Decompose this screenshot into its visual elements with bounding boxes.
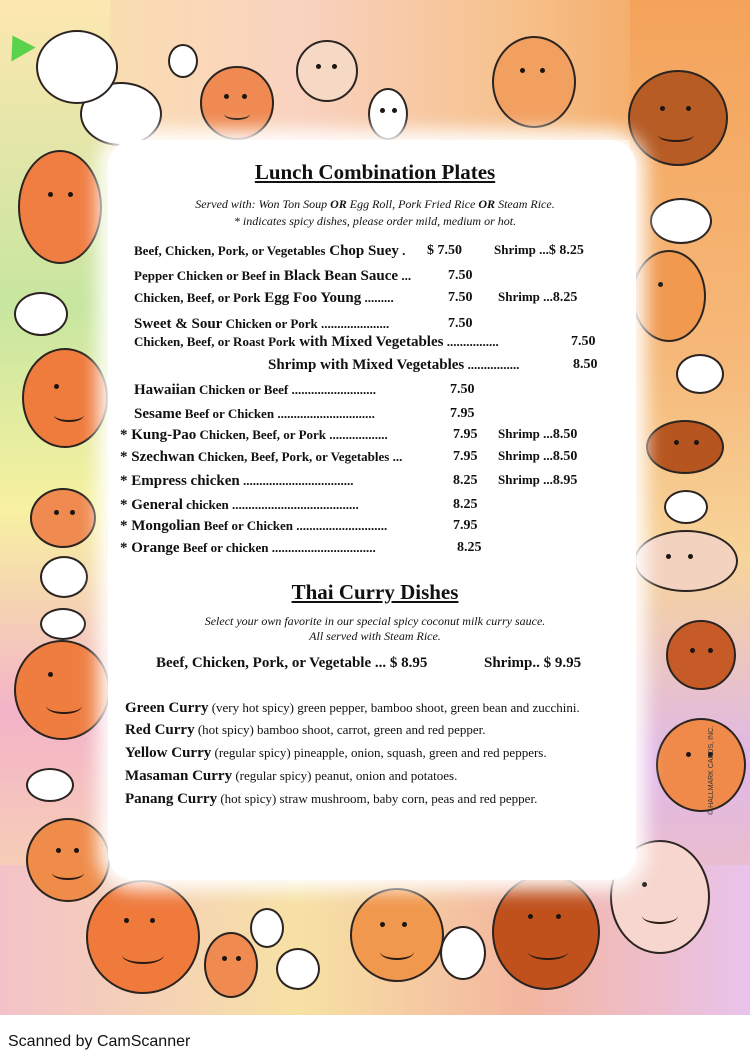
thai-price-line: Beef, Chicken, Pork, or Vegetable ... $ 8.95 [156, 655, 428, 671]
cartoon-face-icon [26, 818, 110, 902]
leader-dots: .............................. [274, 406, 375, 421]
cartoon-face-icon [368, 88, 408, 140]
leader-dots: ....................................... [228, 497, 359, 512]
lunch-item-row [120, 473, 353, 490]
item-name: Egg Foo Young [260, 290, 362, 306]
item-name: Chicken, Beef, or Roast Pork [134, 334, 296, 349]
item-name: Black Bean Sauce [280, 268, 399, 284]
item-name: Chicken or Pork [222, 316, 318, 331]
item-name: * General [120, 497, 183, 513]
lunch-item-row [268, 357, 520, 374]
item-price [453, 426, 478, 443]
curry-description: (regular spicy) peanut, onion and potatoes. [232, 768, 458, 783]
item-name: * Kung-Pao [120, 427, 197, 443]
item-name: * Szechwan [120, 449, 195, 465]
shrimp-label: Shrimp ... [498, 426, 553, 441]
item-price [453, 448, 478, 465]
item-name: Beef, Chicken, Pork, or Vegetables [134, 243, 326, 258]
cartoon-face-icon [440, 926, 486, 980]
shrimp-label: Shrimp ... [498, 289, 553, 304]
item-name: chicken [182, 497, 229, 512]
leader-dots: ..................... [317, 316, 390, 331]
price-value: 7.95 [450, 406, 475, 421]
cartoon-face-icon [296, 40, 358, 102]
cartoon-face-icon [628, 70, 728, 166]
curry-name: Masaman Curry [125, 768, 233, 784]
item-name: Beef or Chicken [181, 406, 275, 421]
item-name: * Mongolian [120, 518, 201, 534]
shrimp-label: Shrimp ... [498, 472, 553, 487]
lunch-item-row [134, 382, 376, 399]
price-value: 7.50 [448, 268, 473, 283]
item-name: with Mixed Vegetables [316, 357, 465, 373]
curry-name: Yellow Curry [125, 745, 212, 761]
item-price [427, 242, 462, 259]
lunch-item-row [134, 334, 499, 351]
shrimp-price [498, 426, 577, 443]
thai-note-2: All served with Steam Rice. [309, 629, 441, 643]
item-name: Chicken or Beef [195, 382, 289, 397]
curry-item [125, 791, 537, 808]
cartoon-face-icon [30, 488, 96, 548]
item-price [448, 315, 473, 332]
item-price [453, 496, 478, 513]
lunch-item-row [120, 449, 402, 466]
lunch-item-row [134, 316, 389, 333]
item-name: Beef or chicken [179, 540, 269, 555]
leader-dots: .......................... [288, 382, 376, 397]
cartoon-face-icon [14, 640, 110, 740]
leader-dots: ......... [361, 290, 394, 305]
leader-dots: ................ [464, 357, 520, 372]
item-name: Beef or Chicken [200, 518, 293, 533]
shrimp-price-value: $ 8.25 [548, 243, 584, 258]
item-name: Chicken, Beef, or Pork [134, 290, 261, 305]
cartoon-face-icon [664, 490, 708, 524]
price-value: $ 7.50 [427, 243, 462, 258]
cartoon-face-icon [276, 948, 320, 990]
price-value: 7.50 [571, 334, 596, 349]
price-value: 7.95 [453, 449, 478, 464]
curry-description: (regular spicy) pineapple, onion, squash, green and red peppers. [211, 745, 547, 760]
item-name: Sweet & Sour [134, 316, 223, 332]
leader-dots: .................................. [239, 473, 354, 488]
curry-description: (very hot spicy) green pepper, bamboo shoot, green bean and zucchini. [208, 700, 580, 715]
leader-dots: ................................ [268, 540, 376, 555]
item-name: Chicken, Beef, or Pork [196, 427, 327, 442]
item-price [450, 381, 475, 398]
cartoon-face-icon [676, 354, 724, 394]
lunch-item-row [134, 406, 375, 423]
thai-note-1: Select your own favorite in our special spicy coconut milk curry sauce. [204, 614, 546, 628]
copyright-text: © HALLMARK CARDS, INC. [708, 725, 715, 815]
cartoon-face-icon [168, 44, 198, 78]
price-value: 7.95 [453, 518, 478, 533]
curry-item [125, 745, 547, 762]
cartoon-face-icon [632, 250, 706, 342]
spicy-note: * indicates spicy dishes, please order mild, medium or hot. [233, 214, 517, 228]
item-name: * Orange [120, 540, 180, 556]
price-value: 7.95 [453, 427, 478, 442]
cartoon-face-icon [22, 348, 108, 448]
item-price [448, 289, 473, 306]
item-name: Chop Suey [325, 243, 399, 259]
curry-name: Red Curry [125, 722, 195, 738]
lunch-item-row [120, 427, 388, 444]
leader-dots: ... [389, 449, 403, 464]
lunch-item-row [120, 497, 359, 514]
item-name: Sesame [134, 406, 182, 422]
curry-item [125, 722, 486, 739]
cartoon-face-icon [14, 292, 68, 336]
leader-dots: . [398, 243, 406, 258]
leader-dots: ............................ [293, 518, 388, 533]
cartoon-face-icon [86, 880, 200, 994]
lunch-item-row [134, 243, 405, 260]
price-value: 7.50 [450, 382, 475, 397]
item-name: * Empress chicken [120, 473, 240, 489]
lunch-item-row [120, 540, 376, 557]
item-price [573, 356, 598, 373]
cartoon-face-icon [204, 932, 258, 998]
scanner-footer: Scanned by CamScanner [8, 1033, 191, 1050]
cartoon-face-icon [36, 30, 118, 104]
item-name: Chicken, Beef, Pork, or Vegetables [194, 449, 390, 464]
price-value: 8.25 [453, 497, 478, 512]
item-price [453, 517, 478, 534]
cartoon-face-icon [492, 874, 600, 990]
leader-dots: ... [398, 268, 412, 283]
item-price [453, 472, 478, 489]
curry-description: (hot spicy) straw mushroom, baby corn, peas and red pepper. [217, 791, 538, 806]
curry-name: Green Curry [125, 700, 209, 716]
shrimp-label: Shrimp ... [498, 448, 553, 463]
item-name: with Mixed Vegetables [295, 334, 444, 350]
cartoon-face-icon [492, 36, 576, 128]
price-value: 7.50 [448, 290, 473, 305]
lunch-section-title: Lunch Combination Plates [254, 160, 496, 184]
lunch-item-row [134, 290, 394, 307]
shrimp-price [498, 289, 577, 306]
price-value: 8.25 [453, 473, 478, 488]
shrimp-price-value: 8.95 [552, 473, 578, 488]
curry-item [125, 700, 580, 717]
lunch-item-row [134, 268, 411, 285]
item-price [450, 405, 475, 422]
thai-section-title: Thai Curry Dishes [291, 580, 459, 604]
cartoon-face-icon [200, 66, 274, 140]
cartoon-face-icon [646, 420, 724, 474]
item-price [448, 267, 473, 284]
cartoon-face-icon [26, 768, 74, 802]
served-with-note: Served with: Won Ton Soup OR Egg Roll, Pork Fried Rice OR Steam Rice. [195, 197, 555, 211]
item-price [571, 333, 596, 350]
item-name: Shrimp [268, 357, 317, 373]
item-name: Hawaiian [134, 382, 196, 398]
thai-shrimp-price: Shrimp.. $ 9.95 [484, 655, 582, 671]
shrimp-price-value: 8.50 [552, 449, 578, 464]
item-name: Pepper Chicken or Beef in [134, 268, 281, 283]
lunch-item-row [120, 518, 387, 535]
leader-dots: .................. [326, 427, 388, 442]
curry-item [125, 768, 457, 785]
price-value: 7.50 [448, 316, 473, 331]
curry-description: (hot spicy) bamboo shoot, carrot, green and red pepper. [194, 722, 486, 737]
item-price [457, 539, 482, 556]
price-value: 8.50 [573, 357, 598, 372]
shrimp-price [498, 472, 577, 489]
price-value: 8.25 [457, 540, 482, 555]
shrimp-price [498, 448, 577, 465]
shrimp-price-value: 8.50 [552, 427, 578, 442]
shrimp-price-value: 8.25 [552, 290, 578, 305]
shrimp-price [494, 242, 584, 259]
leader-dots: ................ [443, 334, 499, 349]
shrimp-label: Shrimp ... [494, 242, 549, 257]
cartoon-face-icon [250, 908, 284, 948]
cartoon-face-icon [656, 718, 746, 812]
curry-name: Panang Curry [125, 791, 218, 807]
cartoon-face-icon [350, 888, 444, 982]
